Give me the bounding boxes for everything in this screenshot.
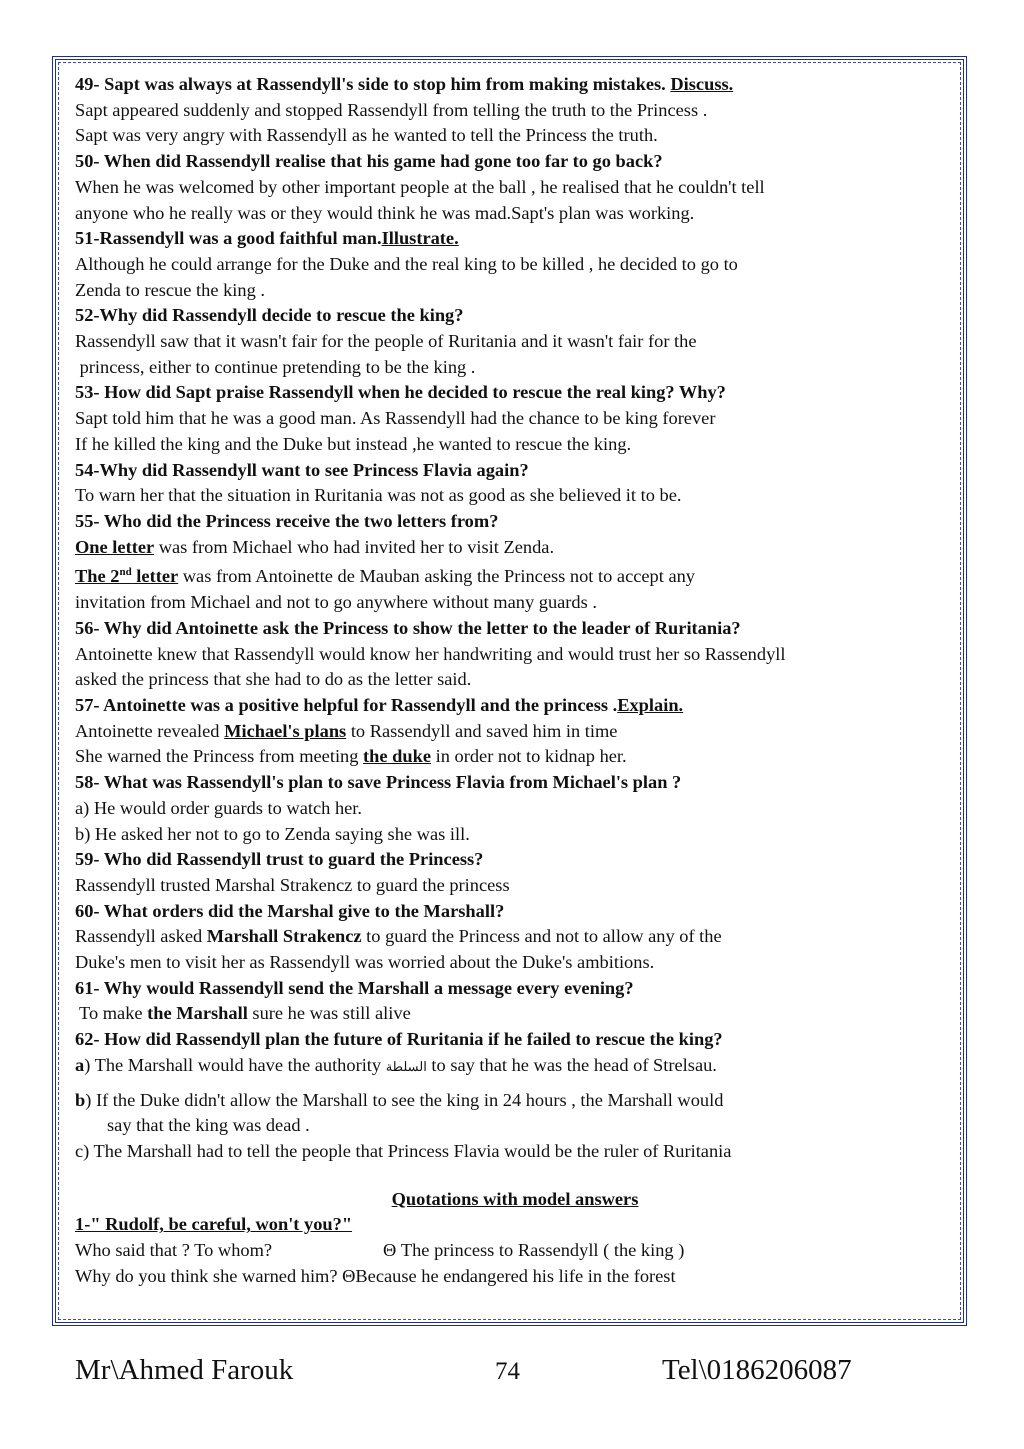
question-49-instruction: Discuss. xyxy=(670,74,734,94)
question-52: 52-Why did Rassendyll decide to rescue the king? xyxy=(75,305,464,326)
question-50: 50- When did Rassendyll realise that his game had gone too far to go back? xyxy=(75,151,663,172)
quotation-1 xyxy=(75,1212,955,1238)
answer-line: Antoinette knew that Rassendyll would know her handwriting and would trust her so Rassendyll xyxy=(75,643,786,664)
arabic-gloss: السلطة xyxy=(385,1058,427,1074)
answer-line: c) The Marshall had to tell the people that Princess Flavia would be the ruler of Ruritania xyxy=(75,1140,732,1161)
question-60: 60- What orders did the Marshal give to the Marshall? xyxy=(75,900,505,921)
question-49-text: 49- Sapt was always at Rassendyll's side to stop him from making mistakes. xyxy=(75,74,671,94)
question-56: 56- Why did Antoinette ask the Princess to show the letter to the leader of Ruritania? xyxy=(75,617,741,638)
section-heading: Quotations with model answers xyxy=(391,1188,639,1209)
underlined-phrase xyxy=(75,566,178,586)
footer-phone: Tel\0186206087 xyxy=(662,1354,852,1386)
answer-line: Although he could arrange for the Duke and the real king to be killed , he decided to go to xyxy=(75,253,738,274)
spacer xyxy=(75,1080,955,1088)
quotation-text: 1-" Rudolf, be careful, won't you?" xyxy=(75,1214,353,1235)
question-49 xyxy=(75,72,955,98)
question-51-text: 51-Rassendyll was a good faithful man. xyxy=(75,228,382,249)
question-53: 53- How did Sapt praise Rassendyll when he decided to rescue the real king? Why? xyxy=(75,382,726,403)
question-57-instruction: Explain. xyxy=(617,695,684,715)
answer-line: To warn her that the situation in Ruritania was not as good as she believed it to be. xyxy=(75,485,682,506)
answer-line: asked the princess that she had to do as the letter said. xyxy=(75,669,472,690)
answer-line: Duke's men to visit her as Rassendyll was worried about the Duke's ambitions. xyxy=(75,952,655,973)
answer-text: To make xyxy=(79,1003,148,1024)
answer-line xyxy=(75,924,955,950)
answer-text: She warned the Princess from meeting xyxy=(75,746,364,767)
document-body xyxy=(75,72,955,1289)
page-footer xyxy=(75,1350,935,1390)
answer-line: Sapt appeared suddenly and stopped Rassendyll from telling the truth to the Princess . xyxy=(75,99,708,120)
answer-text: was from Michael who had invited her to visit Zenda. xyxy=(154,536,555,557)
answer-line xyxy=(75,1001,955,1027)
answer-text: ) If the Duke didn't allow the Marshall to see the king in 24 hours , the Marshall would xyxy=(85,1089,724,1110)
answer-line: Rassendyll trusted Marshal Strakencz to guard the princess xyxy=(75,874,510,895)
underlined-phrase: One letter xyxy=(75,536,155,557)
underlined-phrase: Michael's plans xyxy=(224,720,347,741)
answer-text: to Rassendyll and saved him in time xyxy=(346,720,618,741)
answer-line: Zenda to rescue the king . xyxy=(75,279,265,300)
answer-line: anyone who he really was or they would think he was mad.Sapt's plan was working. xyxy=(75,202,695,223)
question-58: 58- What was Rassendyll's plan to save Princess Flavia from Michael's plan ? xyxy=(75,772,682,793)
question-61: 61- Why would Rassendyll send the Marshall a message every evening? xyxy=(75,977,634,998)
underlined-part: The 2 xyxy=(75,566,120,587)
underlined-part: letter xyxy=(131,566,179,587)
page-number: 74 xyxy=(495,1358,520,1385)
answer-line: Rassendyll saw that it wasn't fair for the people of Ruritania and it wasn't fair for the xyxy=(75,331,697,352)
spacer xyxy=(75,1165,955,1187)
answer-text: to guard the Princess and not to allow any of the xyxy=(361,926,722,947)
answer-line xyxy=(75,719,955,745)
answer-line: When he was welcomed by other important people at the ball , he realised that he couldn't tell xyxy=(75,176,765,197)
answer-line xyxy=(75,1238,955,1264)
answer-line: a) He would order guards to watch her. xyxy=(75,797,363,818)
answer-text: Antoinette revealed xyxy=(75,720,225,741)
bold-phrase: the Marshall xyxy=(147,1003,248,1024)
answer-text: to say that he was the head of Strelsau. xyxy=(426,1054,717,1075)
answer-line: say that the king was dead . xyxy=(107,1115,310,1136)
answer-line xyxy=(75,1053,955,1080)
answer-line xyxy=(75,744,955,770)
question-51 xyxy=(75,226,955,252)
answer-line xyxy=(75,535,955,561)
answer-line: Sapt was very angry with Rassendyll as he wanted to tell the Princess the truth. xyxy=(75,125,658,146)
answer-line xyxy=(75,1088,955,1114)
answer-text: sure he was still alive xyxy=(247,1003,411,1024)
answer-text: Θ The princess to Rassendyll ( the king ) xyxy=(383,1240,685,1261)
answer-text: Rassendyll asked xyxy=(75,926,207,947)
answer-line: invitation from Michael and not to go anywhere without many guards . xyxy=(75,592,597,613)
question-59: 59- Who did Rassendyll trust to guard the Princess? xyxy=(75,849,484,870)
question-54: 54-Why did Rassendyll want to see Princess Flavia again? xyxy=(75,459,529,480)
answer-line: princess, either to continue pretending to be the king . xyxy=(75,356,476,377)
question-57 xyxy=(75,693,955,719)
footer-author: Mr\Ahmed Farouk xyxy=(75,1354,294,1386)
question-57-text: 57- Antoinette was a positive helpful for Rassendyll and the princess . xyxy=(75,695,618,715)
answer-line: If he killed the king and the Duke but instead ,he wanted to rescue the king. xyxy=(75,433,632,454)
answer-line xyxy=(75,560,955,590)
answer-line: Why do you think she warned him? ΘBecause he endangered his life in the forest xyxy=(75,1265,676,1286)
question-55: 55- Who did the Princess receive the two letters from? xyxy=(75,510,499,531)
superscript: nd xyxy=(119,566,132,579)
question-text: Who said that ? To whom? xyxy=(75,1240,273,1261)
question-51-instruction: Illustrate. xyxy=(381,228,459,249)
list-marker: b xyxy=(75,1089,86,1110)
underlined-phrase: the duke xyxy=(363,746,432,767)
bold-phrase: Marshall Strakencz xyxy=(206,926,362,947)
answer-text: ) The Marshall would have the authority xyxy=(84,1054,386,1075)
answer-line: Sapt told him that he was a good man. As Rassendyll had the chance to be king forever xyxy=(75,408,716,429)
list-marker: a xyxy=(75,1054,85,1075)
answer-text: was from Antoinette de Mauban asking the Princess not to accept any xyxy=(178,566,696,587)
question-62: 62- How did Rassendyll plan the future of Ruritania if he failed to rescue the king? xyxy=(75,1029,723,1050)
answer-line: b) He asked her not to go to Zenda saying she was ill. xyxy=(75,823,470,844)
answer-text: in order not to kidnap her. xyxy=(431,746,627,767)
